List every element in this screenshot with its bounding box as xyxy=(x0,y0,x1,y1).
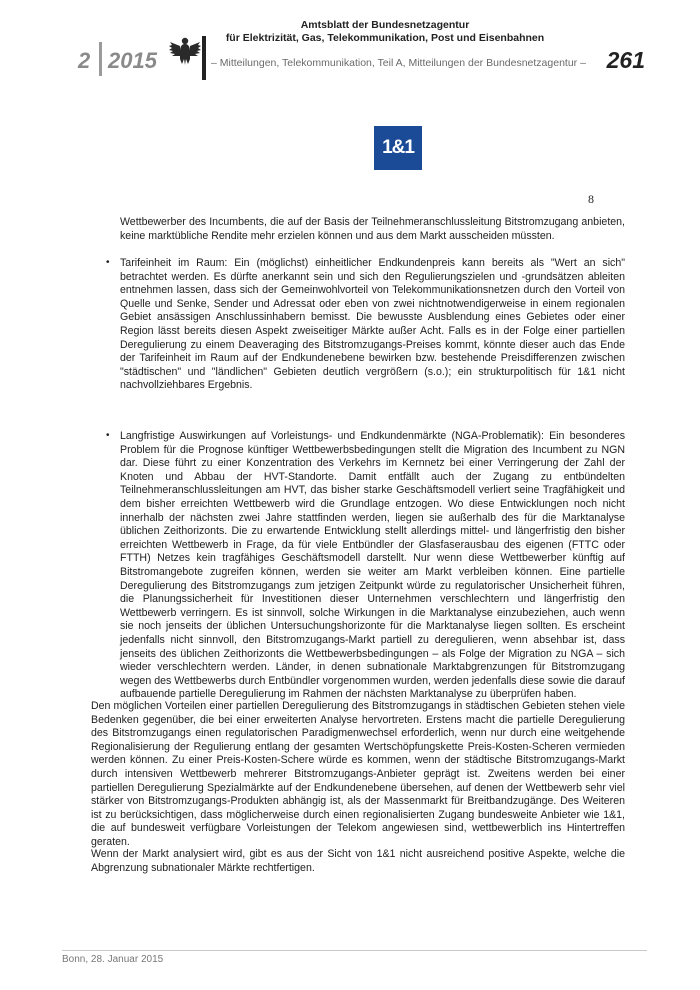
footer-divider xyxy=(62,950,647,951)
gazette-subtitle: – Mitteilungen, Telekommunikation, Teil A, Mitteilungen der Bundesnetzagentur – xyxy=(211,57,586,69)
issue-number: 2 xyxy=(78,48,91,73)
gazette-title xyxy=(215,19,555,45)
header-divider-bar xyxy=(202,36,206,80)
conclusion-paragraph: Den möglichen Vorteilen einer partiellen Deregulierung des Bitstromzugangs in städtischen Gebieten stehen viele Bedenken gegenüber, die bei einer erweiterten Analyse hervortreten. Erstens macht die partielle Deregulierung des Bitstromzugangs einen regulatorischen Paradigmenwechsel erforderlich, wenn nur durch eine weitgehende Regionalisierung der Regulierung entlang der gesamten Wertschöpfungskette Preis-Kosten-Scheren vermieden werden können. Zu einer Preis-Kosten-Schere würde es kommen, wenn der städtische Bitstromzugangs-Markt durch intensiven Wettbewerb mehrerer Bitstromzugangs-Anbieter geprägt ist. Zweitens werden bei einer partiellen Deregulierung Spezialmärkte auf der Endkundenebene übersehen, auf denen der Wettbewerb sehr viel stärker von Bitstromzugangs-Produkten abhängig ist, als der Massenmarkt für Breitbandzugänge. Des Weiteren ist zu berücksichtigen, dass möglicherweise durch einen regionalisierten Zugang bundesweite Anbieter wie 1&1, die auf bundesweit verfügbare Vorleistungen der Telekom angewiesen sind, wettbewerblich ins Hintertreffen geraten. xyxy=(91,700,625,848)
gazette-title-line2: für Elektrizität, Gas, Telekommunikation, Post und Eisenbahnen xyxy=(225,32,545,44)
federal-eagle-icon xyxy=(168,34,202,68)
bullet-tarifeinheit: Tarifeinheit im Raum: Ein (möglichst) einheitlicher Endkundenpreis kann bereits als "Wert an sich" betrachtet werden. Es dürfte anerkannt sein und sich den Regulierungszielen und -grundsätzen ableiten entnehmen lassen, dass sich der Gemeinwohlvorteil von Telekommunikationsnetzen durch den Vorteil von Quelle und Senke, Sender und Adressat oder eben von zwei nichtnotwendigerweise in einem regionalen Gebiet ansässigen Anschlussinhabern bemisst. Die bewusste Ausblendung eines Gebietes oder einer Region lässt bereits diesen Aspekt zweiseitiger Märkte außer Acht. Falls es in der Folge einer partiellen Deregulierung zu einem Deaveraging des Bitstromzugangs-Preises kommt, könnte dieser auch das Ende der Tarifeinheit im Raum auf der Endkundenebene bewirken bzw. bestehende Preisdifferenzen zwischen "städtischen" und "ländlichen" Gebieten deutlich vergrößern (s.o.); ein strukturpolitisch für 1&1 nicht nachvollziehbares Ergebnis. xyxy=(120,257,625,392)
gazette-title-line1: Amtsblatt der Bundesnetzagentur xyxy=(300,19,470,31)
bullet-nga-problematik: Langfristige Auswirkungen auf Vorleistungs- und Endkundenmärkte (NGA-Problematik): Ein besonderes Problem für die Prognose künftiger Wettbewerbsbedingungen stellt die Migration des Incumbent zu NGN dar. Diese führt zu einer Konzentration des Verkehrs im Kernnetz bei einer Verringerung der Zahl der Knoten und Abbau der HVT-Standorte. Damit entfällt auch der Zugang zu entbündelten Teilnehmeranschlussleitungen am HVT, das bisher starke Geschäftsmodell verliert seine Tragfähigkeit und dem bisher erreichten Wettbewerb wird die Grundlage entzogen. Wo diese Entwicklungen noch nicht innerhalb der nächsten zwei Jahre stattfinden werden, liegen sie außerhalb des für die Marktanalyse üblichen Zeithorizonts. Die zu erwartende Entwicklung stellt allerdings mittel- und längerfristig den bisher erreichten Wettbewerb in Frage, da für viele Entbündler der Glasfaserausbau des eigenen (FTTC oder FTTH) Netzes kein tragfähiges Geschäftsmodell darstellt. Nur wenn diese Wettbewerber künftig auf Bitstromangebote zugreifen können, werden sie weiter am Markt verbleiben können. Eine partielle Deregulierung des Bitstromzugangs zum jetzigen Zeitpunkt würde zu regulatorischer Unsicherheit führen, die Planungssicherheit für Investitionen dieser Unternehmen verschlechtern und längerfristig den Wettbewerb verringern. Es ist sinnvoll, solche Wirkungen in die Marktanalyse einzubeziehen, auch wenn sie noch jenseits der üblichen Untersuchungshorizonte für die Marktanalyse liegen sollten. Es erscheint jedenfalls nicht sinnvoll, den Bitstromzugangs-Markt partiell zu deregulieren, wenn absehbar ist, dass jenseits des üblichen Zeithorizonts die Wettbewerbsbedingungen – als Folge der Migration zu NGA – sich wieder verschlechtern werden. Länder, in denen subnationale Marktabgrenzungen für Bitstromzugang wegen des Wettbewerbs durch Entbündler vorgenommen wurden, werden jedenfalls diese sowie die darauf aufbauende partielle Deregulierung im Rahmen der nächsten Marktanalyse zu überprüfen haben. xyxy=(120,430,625,701)
footer-date: Bonn, 28. Januar 2015 xyxy=(62,954,164,965)
company-logo: 1&1 xyxy=(374,126,422,170)
bullet-icon: • xyxy=(106,257,110,268)
issue-year: 2015 xyxy=(108,48,157,73)
document-page-marker: 8 xyxy=(588,192,594,206)
page-number: 261 xyxy=(606,47,645,73)
bullet-icon: • xyxy=(106,430,110,441)
continuation-paragraph: Wettbewerber des Incumbents, die auf der Basis der Teilnehmeranschlussleitung Bitstromzugang anbieten, keine marktübliche Rendite mehr erzielen können und aus dem Markt ausscheiden müssten. xyxy=(120,216,625,242)
final-paragraph: Wenn der Markt analysiert wird, gibt es aus der Sicht von 1&1 nicht ausreichend positive Aspekte, welche die Abgrenzung subnationaler Märkte rechtfertigen. xyxy=(91,848,625,874)
issue-divider xyxy=(99,42,102,76)
